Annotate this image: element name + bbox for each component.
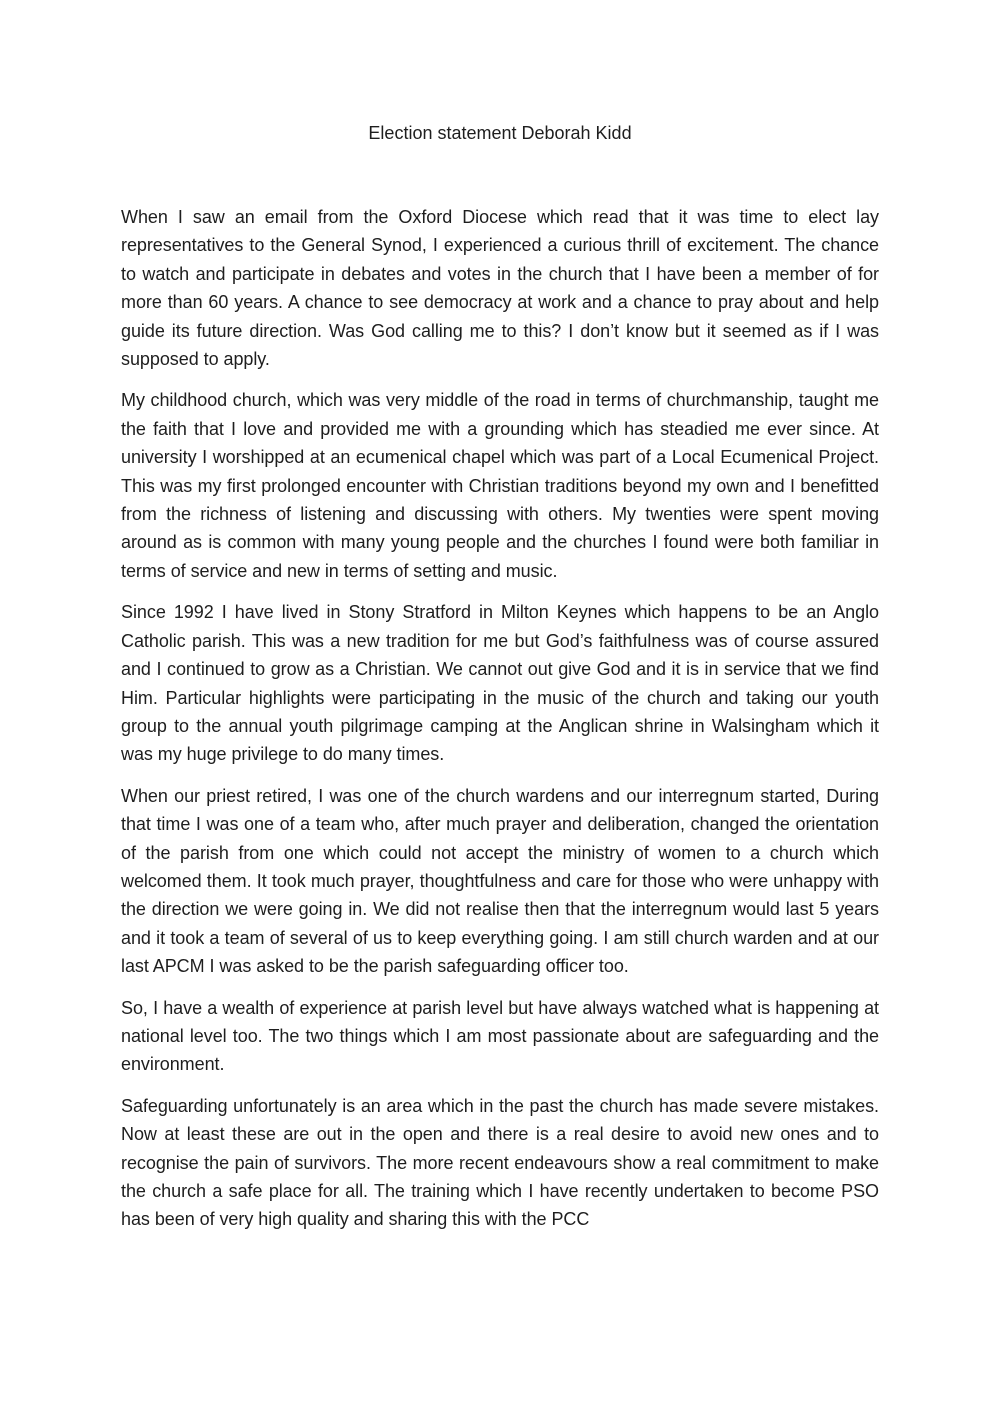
- paragraph-childhood-church: My childhood church, which was very middle of the road in terms of churchmanship, taught me the faith that I love and provided me with a grounding which has steadied me ever since. At university I worshipped at an ecumenical chapel which was part of a Local Ecumenical Project. This was my first prolonged encounter with Christian traditions beyond my own and I benefitted from the richness of listening and discussing with others. My twenties were spent moving around as is common with many young people and the churches I found were both familiar in terms of service and new in terms of setting and music.: [121, 390, 879, 581]
- document-title: Election statement Deborah Kidd: [368, 123, 632, 143]
- paragraph-stony-stratford: Since 1992 I have lived in Stony Stratford in Milton Keynes which happens to be an Anglo Catholic parish. This was a new tradition for me but God’s faithfulness was of course assured and I continued to grow as a Christian. We cannot out give God and it is in service that we find Him. Particular highlights were participating in the music of the church and taking our youth group to the annual youth pilgrimage camping at the Anglican shrine in Walsingham which it was my huge privilege to do many times.: [121, 602, 879, 765]
- document-body: [121, 203, 879, 1247]
- paragraph-passions: So, I have a wealth of experience at parish level but have always watched what is happening at national level too. The two things which I am most passionate about are safeguarding and the environment.: [121, 997, 879, 1075]
- paragraph-church-warden: When our priest retired, I was one of the church wardens and our interregnum started, During that time I was one of a team who, after much prayer and deliberation, changed the orientation of the parish from one which could not accept the ministry of women to a church which welcomed them. It took much prayer, thoughtfulness and care for those who were unhappy with the direction we were going in. We did not realise then that the interregnum would last 5 years and it took a team of several of us to keep everything going. I am still church warden and at our last APCM I was asked to be the parish safeguarding officer too.: [121, 785, 879, 977]
- paragraph-introduction: When I saw an email from the Oxford Diocese which read that it was time to elect lay representatives to the General Synod, I experienced a curious thrill of excitement. The chance to watch and participate in debates and votes in the church that I have been a member of for more than 60 years. A chance to see democracy at work and a chance to pray about and help guide its future direction. Was God calling me to this? I don’t know but it seemed as if I was supposed to apply.: [121, 207, 879, 370]
- paragraph-safeguarding: Safeguarding unfortunately is an area which in the past the church has made severe mistakes. Now at least these are out in the open and there is a real desire to avoid new ones and to recognise the pain of survivors. The more recent endeavours show a real commitment to make the church a safe place for all. The training which I have recently undertaken to become PSO has been of very high quality and sharing this with the PCC: [121, 1095, 879, 1230]
